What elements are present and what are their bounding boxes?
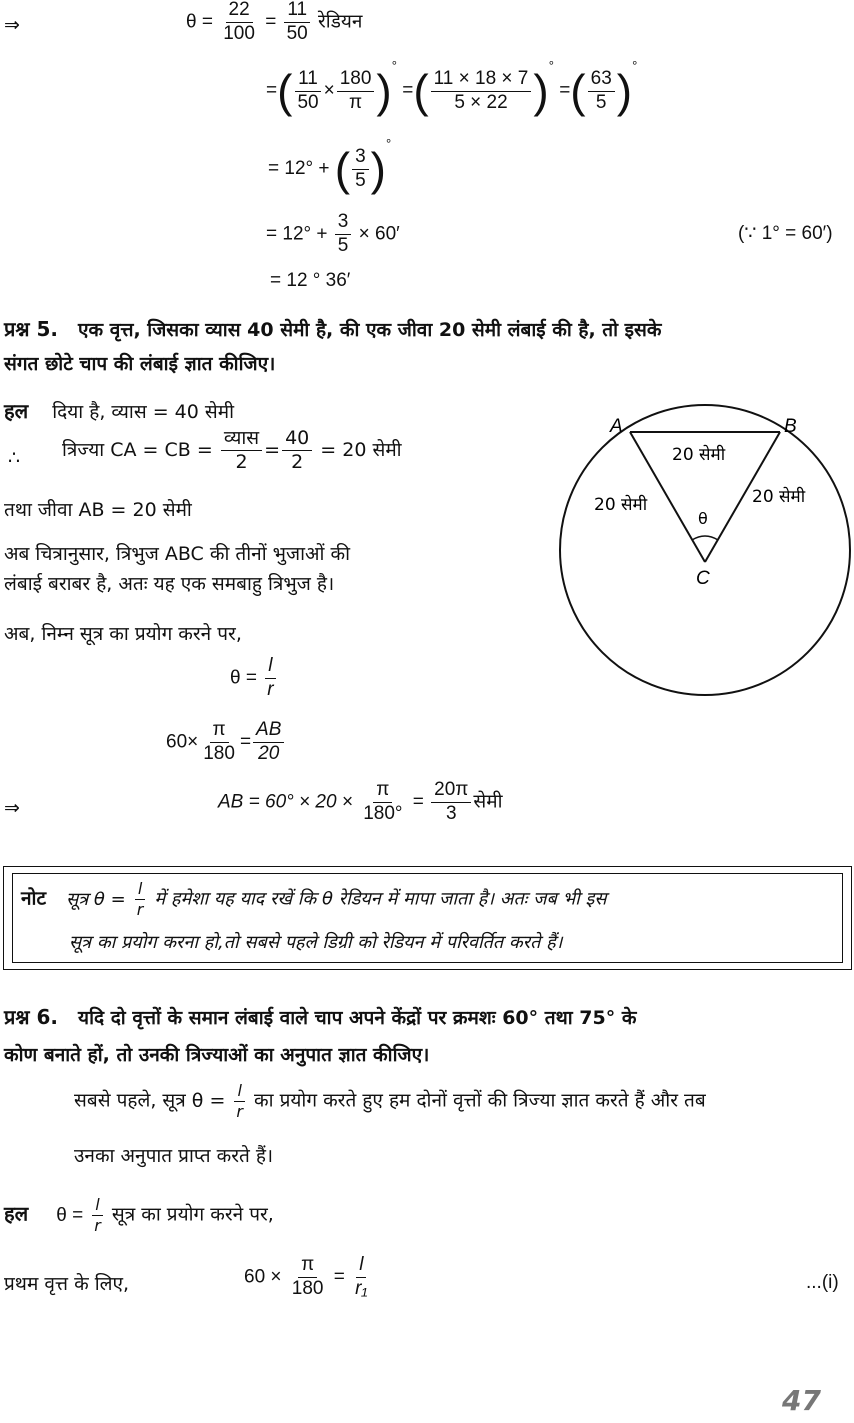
equation-degree-conversion: =( $\frac{11}{50}$ × $\frac{180}{\pi}$ )° =( $\frac{11 \times 18 \times 7}{5 \times 22}$ )° =( $\frac{63}{5}$ )° xyxy=(266,58,638,117)
equals-sign: = xyxy=(239,731,252,753)
triangle-text-line2: लंबाई बराबर है, अतः यह एक समबाहु त्रिभुज है। xyxy=(4,573,335,595)
equation-theta-radian xyxy=(186,0,362,45)
question-6-line2: कोण बनाते हों, तो उनकी त्रिज्याओं का अनुपात ज्ञात कीजिए। xyxy=(4,1044,430,1066)
expr-text: × 60′ xyxy=(358,223,400,245)
question-6 xyxy=(4,1003,636,1030)
note-line1 xyxy=(21,880,607,918)
equals-sign: = xyxy=(402,80,414,102)
equation-12-deg-plus: = 12° + ( $\frac{3}{5}$ )° xyxy=(268,136,392,195)
note-one-degree: (∵ 1° = 60′) xyxy=(738,223,833,244)
circle-triangle-diagram xyxy=(540,400,854,720)
frac-den: 5 xyxy=(595,91,607,113)
question-label: प्रश्न 5. xyxy=(4,317,58,341)
implies-symbol: ⇒ xyxy=(4,15,20,36)
degree-mark: ° xyxy=(386,136,392,151)
frac-num: 180 xyxy=(337,69,375,92)
implies-symbol: ⇒ xyxy=(4,798,20,819)
chord-length: तथा जीवा AB = 20 सेमी xyxy=(4,499,192,521)
frac-num: 63 xyxy=(588,69,615,92)
formula-intro: अब, निम्न सूत्र का प्रयोग करने पर, xyxy=(4,623,242,645)
frac-den: 180 xyxy=(291,1277,324,1299)
degree-mark: ° xyxy=(632,58,638,73)
note-text: में हमेशा यह याद रखें कि θ रेडियन में मापा जाता है। अतः जब भी इस xyxy=(154,888,607,910)
frac-num: 11 xyxy=(295,69,321,92)
expr-text: = 20 सेमी xyxy=(320,438,402,461)
frac-num: l xyxy=(92,1196,102,1216)
note-text: सूत्र θ = xyxy=(66,888,126,910)
label-c: C xyxy=(696,568,710,589)
frac-den: 5 × 22 xyxy=(454,91,508,113)
frac-den: 2 xyxy=(291,450,304,473)
given-text: दिया है, व्यास = 40 सेमी xyxy=(52,401,235,423)
frac-den: 180 xyxy=(203,742,235,764)
top-side-label: 20 सेमी xyxy=(672,445,726,465)
hint-text: सबसे पहले, सूत्र θ = xyxy=(74,1089,226,1112)
radius-equation: त्रिज्या CA = CB = $\frac{\text{व्यास}}{2}$ = $\frac{40}{2}$ = 20 सेमी xyxy=(62,427,402,473)
ab-result-equation xyxy=(218,780,503,825)
label-a: A xyxy=(610,416,623,437)
solution-given xyxy=(4,397,234,424)
question-5-line2: संगत छोटे चाप की लंबाई ज्ञात कीजिए। xyxy=(4,353,276,375)
expr-text: त्रिज्या CA = CB = xyxy=(62,438,213,461)
equals-sign: = xyxy=(265,11,277,33)
hint-line2: उनका अनुपात प्राप्त करते हैं। xyxy=(74,1145,274,1167)
frac-num: l xyxy=(356,1255,366,1278)
hint-line1 xyxy=(74,1082,706,1120)
times-sign: × xyxy=(323,80,335,102)
frac-den: r xyxy=(267,678,274,700)
first-circle-label: प्रथम वृत्त के लिए, xyxy=(4,1273,130,1295)
frac-num: π xyxy=(298,1255,317,1278)
solution-text: सूत्र का प्रयोग करने पर, xyxy=(111,1203,274,1226)
frac-num: l xyxy=(135,880,145,900)
frac-den: 50 xyxy=(286,22,308,44)
expr-text: 60 × xyxy=(244,1266,282,1288)
frac-den: 3 xyxy=(446,802,457,824)
theta-label: θ = xyxy=(186,11,213,33)
degree-mark: ° xyxy=(391,58,397,73)
expr-text: = 12° + xyxy=(266,223,328,245)
first-circle-equation xyxy=(244,1255,373,1300)
frac-num: π xyxy=(373,780,392,803)
frac-den: r xyxy=(136,899,144,919)
frac-den: r xyxy=(236,1101,243,1121)
question-label: प्रश्न 6. xyxy=(4,1005,58,1029)
note-box xyxy=(3,866,852,970)
equals-sign: = xyxy=(559,80,571,102)
unit-cm: सेमी xyxy=(473,791,503,813)
frac-num: 11 × 18 × 7 xyxy=(431,69,532,92)
frac-den: 100 xyxy=(223,22,255,44)
label-b: B xyxy=(784,416,797,437)
degree-mark: ° xyxy=(548,58,554,73)
frac-num: AB xyxy=(253,720,284,743)
expr-text: AB = 60° × 20 × xyxy=(218,791,353,813)
note-label: नोट xyxy=(21,887,47,910)
frac-den: π xyxy=(348,91,363,113)
frac-num: 11 xyxy=(284,0,310,23)
frac-den: 5 xyxy=(337,234,349,256)
expr-text: = 12° + xyxy=(268,158,330,180)
frac-den: 180° xyxy=(363,802,403,824)
frac-den: 20 xyxy=(258,742,280,764)
solution-label: हल xyxy=(4,399,29,423)
equation-minutes xyxy=(266,212,400,257)
question-text: एक वृत्त, जिसका व्यास 40 सेमी है, की एक जीवा 20 सेमी लंबा‌ई की है, तो इसके xyxy=(78,319,662,341)
frac-num: 40 xyxy=(282,428,312,451)
therefore-symbol: ∴ xyxy=(8,447,21,469)
result-12-36: = 12 ° 36′ xyxy=(270,270,351,291)
theta-label: θ = xyxy=(230,667,257,689)
frac-num: l xyxy=(234,1082,244,1102)
frac-den: r₁ xyxy=(355,1277,368,1299)
frac-den: 50 xyxy=(297,91,319,113)
equation-tag: ...(i) xyxy=(806,1272,839,1293)
equals-sign: = xyxy=(266,80,278,102)
frac-num: 3 xyxy=(352,147,369,170)
frac-num: 3 xyxy=(335,212,352,235)
expr-text: 60× xyxy=(166,731,199,753)
solution-label: हल xyxy=(4,1201,29,1226)
frac-num: l xyxy=(265,656,275,679)
equals-sign: = xyxy=(412,791,424,813)
equals-sign: = xyxy=(333,1266,345,1288)
left-side-label: 20 सेमी xyxy=(594,495,648,515)
triangle-text-line1: अब चित्रानुसार, त्रिभुज ABC की तीनों भुजाओं की xyxy=(4,543,351,565)
angle-theta-label: θ xyxy=(698,509,708,528)
frac-num: व्यास xyxy=(221,428,262,451)
page-number: 47 xyxy=(782,1384,821,1417)
formula-theta-l-r xyxy=(230,656,279,701)
frac-den: 2 xyxy=(235,450,248,473)
frac-num: π xyxy=(210,720,229,743)
frac-num: 20π xyxy=(431,780,471,803)
question-text: यदि दो वृत्तों के समान लंबाई वाले चाप अपने केंद्रों पर क्रमशः 60° तथा 75° के xyxy=(78,1007,637,1029)
angle-arc xyxy=(692,536,718,540)
note-inner-border xyxy=(12,873,843,963)
substitution-equation xyxy=(166,720,286,765)
frac-den: r xyxy=(94,1215,101,1235)
question-5 xyxy=(4,315,661,342)
hint-text: का प्रयोग करते हुए हम दोनों वृत्तों की त्रिज्या ज्ञात करते हैं और तब xyxy=(254,1089,706,1112)
frac-den: 5 xyxy=(355,169,366,191)
solution-6-intro xyxy=(4,1196,274,1234)
note-line2: सूत्र का प्रयोग करना हो,तो सबसे पहले डिग्री को रेडियन में परिवर्तित करते हैं। xyxy=(69,932,563,953)
frac-num: 22 xyxy=(226,0,253,23)
unit-radian: रेडियन xyxy=(318,11,363,33)
theta-label: θ = xyxy=(56,1204,84,1226)
right-side-label: 20 सेमी xyxy=(752,487,806,507)
